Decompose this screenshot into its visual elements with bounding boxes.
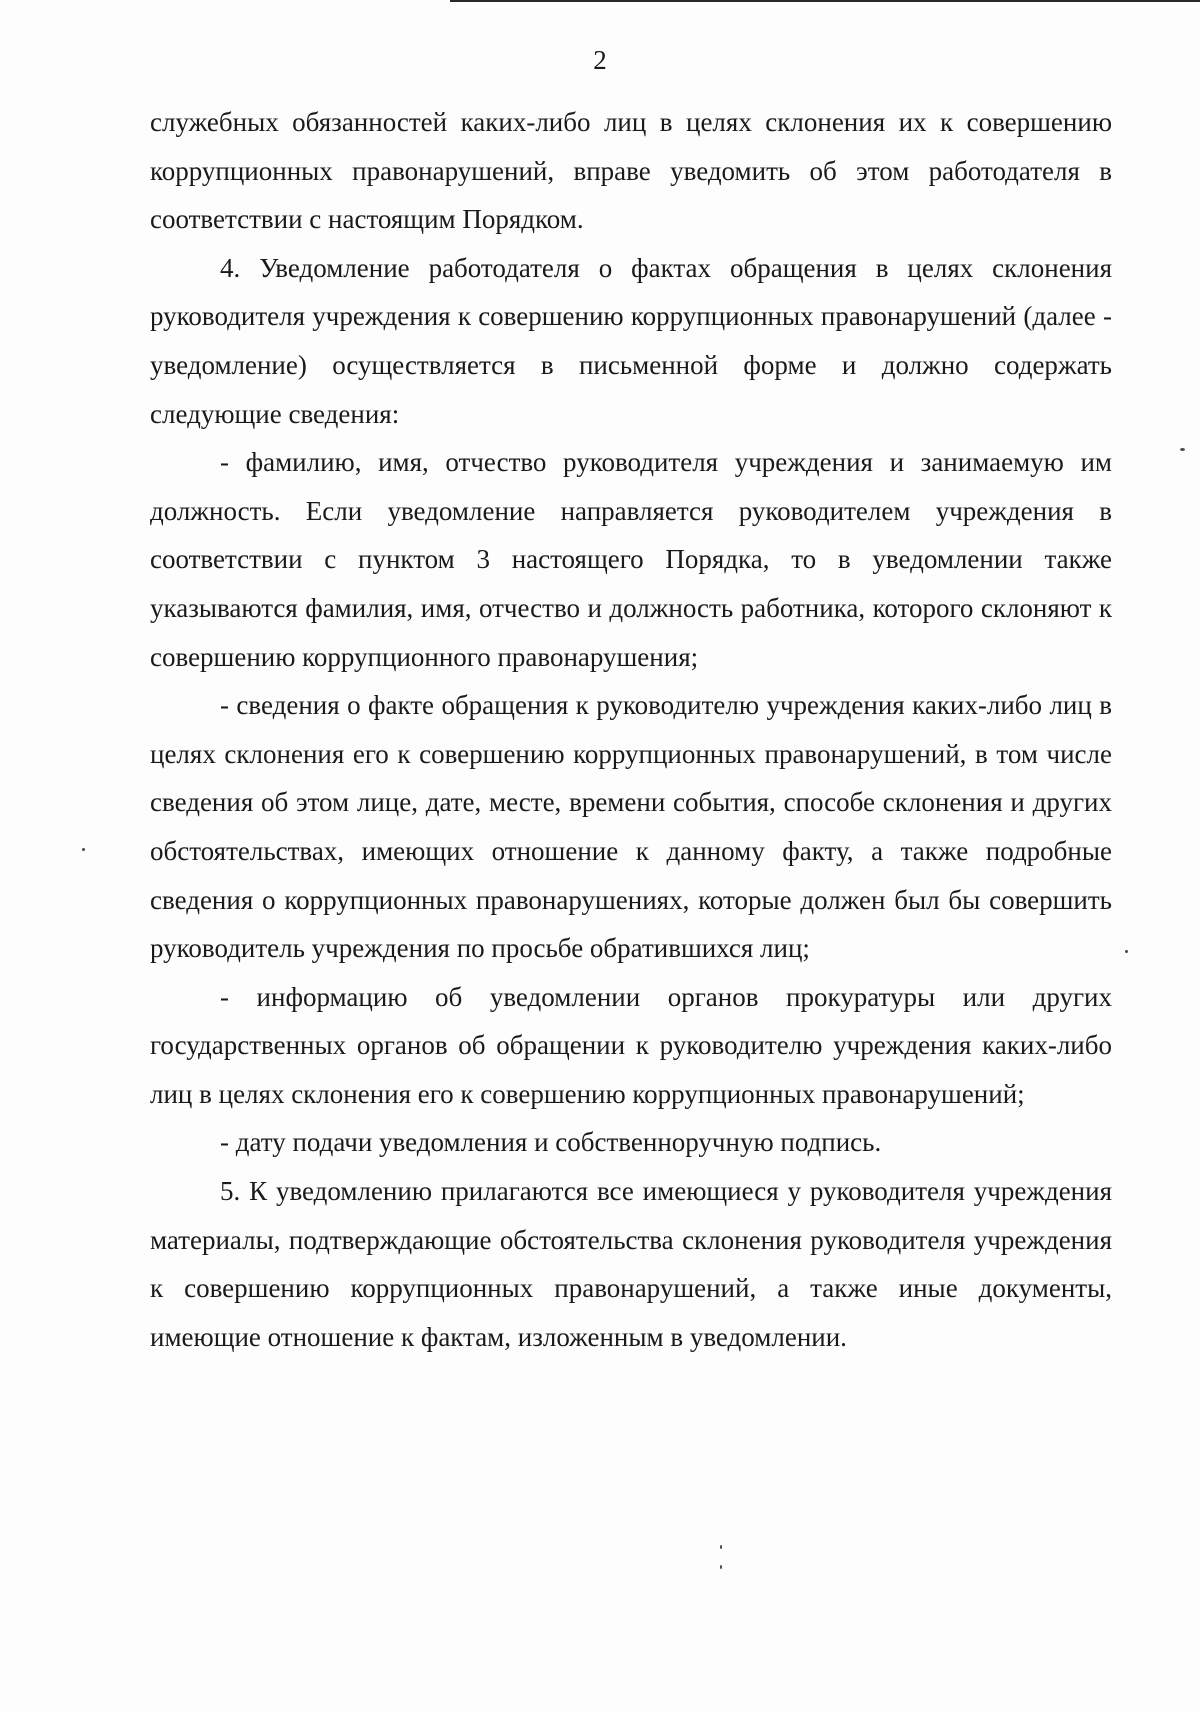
page-number: 2 (593, 45, 607, 75)
list-item-date-signature: - дату подачи уведомления и собственноручную подпись. (220, 1127, 882, 1158)
scan-speck (1180, 448, 1185, 451)
scan-speck (82, 848, 85, 851)
paragraph-item-4: 4. Уведомление работодателя о фактах обращения в целях склонения руководителя учреждения к совершению коррупционных правонарушений (далее - уведомление) осуществляется в письменной форме и должно содержать следующие сведения: (150, 252, 1112, 429)
paragraph-continuation: служебных обязанностей каких-либо лиц в целях склонения их к совершению коррупционных правонарушений, вправе уведомить об этом работодателя в соответствии с настоящим Порядком. (150, 107, 1112, 235)
list-item-fact-details: - сведения о факте обращения к руководителю учреждения каких-либо лиц в целях склонения его к совершению коррупционных правонарушений, в том числе сведения об этом лице, дате, месте, времени события, способе склонения и других обстоятельствах, имеющих отношение к данному факту, а также подробные сведения о коррупционных правонарушениях, которые должен был бы совершить руководитель учреждения по просьбе обратившихся лиц; (150, 690, 1112, 964)
scan-speck (720, 1565, 722, 1569)
list-item-name-position: - фамилию, имя, отчество руководителя учреждения и занимаемую им должность. Если уведомление направляется руководителем учреждения в соответствии с пунктом 3 настоящего Порядка, то в уведомлении также указываются фамилия, имя, отчество и должность работника, которого склоняют к совершению коррупционного правонарушения; (150, 447, 1112, 672)
scan-speck (1125, 950, 1128, 953)
scan-speck (720, 1545, 722, 1549)
list-item-prosecutor-notice: - информацию об уведомлении органов прокуратуры или других государственных органов об обращении к руководителю учреждения каких-либо лиц в целях склонения его к совершению коррупционных правонарушений; (150, 981, 1112, 1109)
paragraph-item-5: 5. К уведомлению прилагаются все имеющиеся у руководителя учреждения материалы, подтверждающие обстоятельства склонения руководителя учреждения к совершению коррупционных правонарушений, а также иные документы, имеющие отношение к фактам, изложенным в уведомлении. (150, 1176, 1112, 1352)
scan-edge-line (450, 0, 1200, 2)
document-body (150, 98, 1112, 1361)
